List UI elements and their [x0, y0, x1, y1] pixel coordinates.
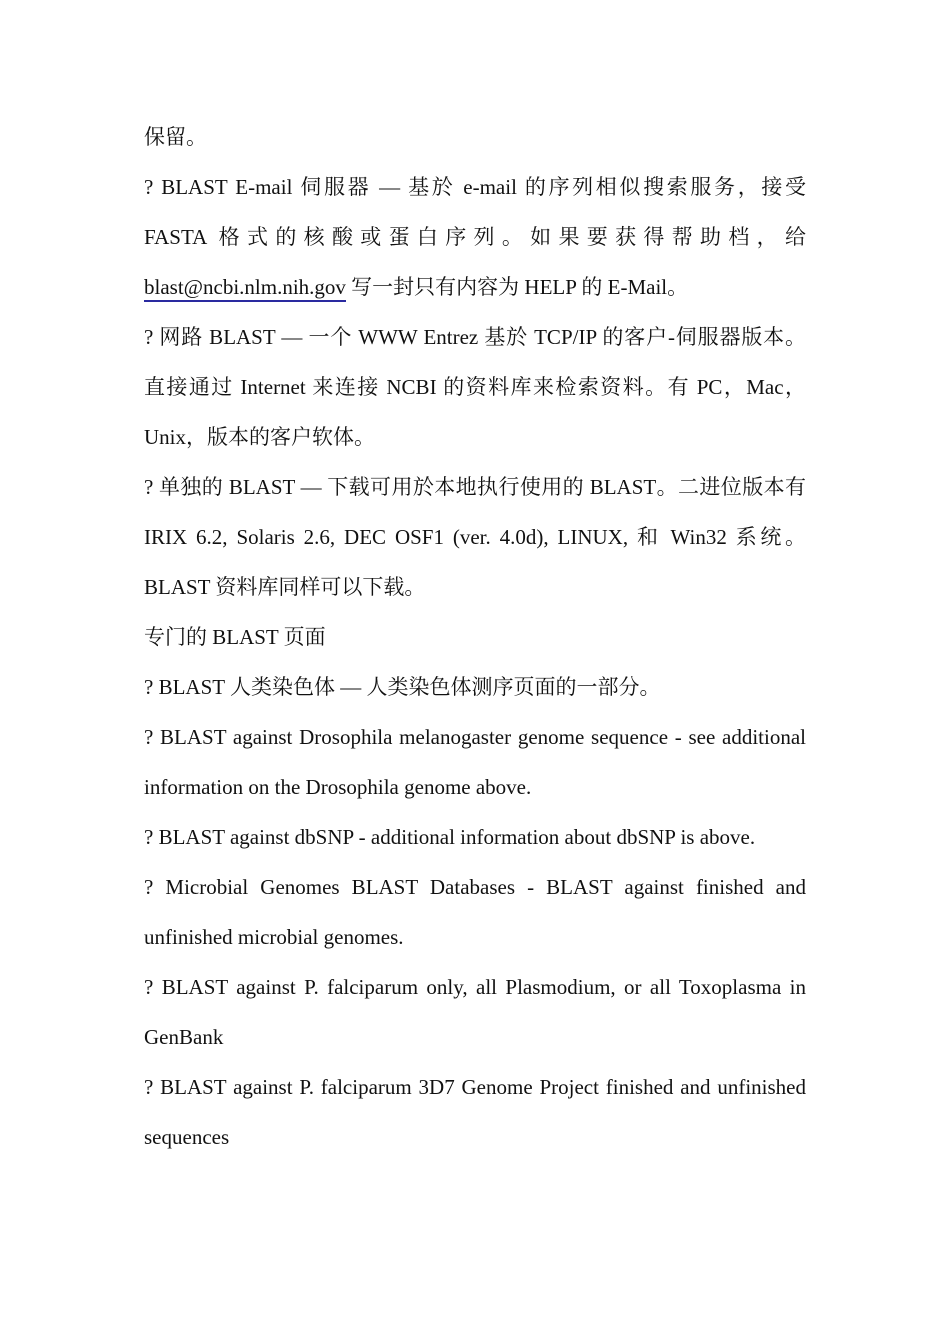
- paragraph-blast-email-server: [144, 162, 806, 312]
- email-server-text-end: 写一封只有内容为 HELP 的 E-Mail。: [345, 275, 689, 299]
- email-server-text: ? BLAST E-mail 伺服器 — 基於 e-mail 的序列相似搜索服务，接受 FASTA 格式的核酸或蛋白序列。如果要获得帮助档，给: [144, 175, 806, 249]
- paragraph-network-blast: ? 网路 BLAST — 一个 WWW Entrez 基於 TCP/IP 的客户-伺服器版本。直接通过 Internet 来连接 NCBI 的资料库来检索资料。有 PC，Mac，Unix，版本的客户软体。: [144, 325, 806, 449]
- paragraph-blast-drosophila: ? BLAST against Drosophila melanogaster genome sequence - see additional information on the Drosophila genome above.: [144, 725, 806, 799]
- paragraph-microbial-genomes: ? Microbial Genomes BLAST Databases - BLAST against finished and unfinished microbial genomes.: [144, 875, 806, 949]
- paragraph-standalone-blast: ? 单独的 BLAST — 下载可用於本地执行使用的 BLAST。二进位版本有 IRIX 6.2, Solaris 2.6, DEC OSF1 (ver. 4.0d), LINUX, 和 Win32 系统。BLAST 资料库同样可以下载。: [144, 475, 806, 599]
- section-heading-special-blast-pages: 专门的 BLAST 页面: [144, 625, 326, 649]
- blast-email-link[interactable]: blast@ncbi.nlm.nih.gov: [144, 275, 346, 302]
- paragraph-falciparum-3d7: ? BLAST against P. falciparum 3D7 Genome Project finished and unfinished sequences: [144, 1075, 806, 1149]
- paragraph-blast-human-chromosome: ? BLAST 人类染色体 — 人类染色体测序页面的一部分。: [144, 675, 661, 699]
- document-body: [144, 112, 806, 1162]
- paragraph-reserved: 保留。: [144, 125, 207, 149]
- paragraph-blast-dbsnp: ? BLAST against dbSNP - additional information about dbSNP is above.: [144, 825, 756, 849]
- paragraph-plasmodium-toxoplasma: ? BLAST against P. falciparum only, all Plasmodium, or all Toxoplasma in GenBank: [144, 975, 806, 1049]
